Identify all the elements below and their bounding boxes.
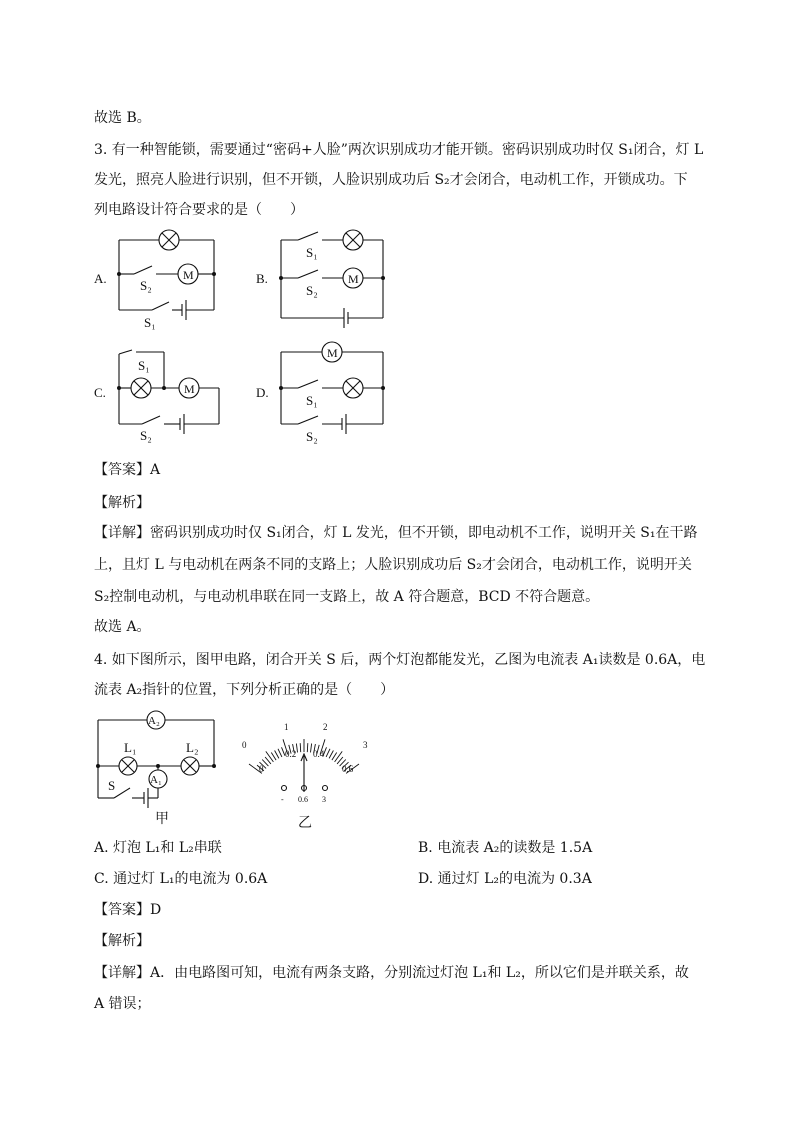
option-c: C. 通过灯 L₁的电流为 0.6A bbox=[94, 871, 268, 887]
terminal-label: 0.6 bbox=[298, 795, 308, 804]
dial-tick bbox=[311, 744, 312, 753]
ammeter-dial bbox=[232, 716, 377, 811]
circuit-diagram-b bbox=[256, 226, 396, 336]
motor-label: M bbox=[183, 268, 194, 282]
question-3-stem: 列电路设计符合要求的是（ ） bbox=[94, 202, 304, 218]
option-label: D. bbox=[256, 385, 269, 400]
scale-label: 2 bbox=[323, 722, 328, 732]
dial-tick bbox=[326, 749, 330, 757]
question-3-stem: 3. 有一种智能锁，需要通过“密码+人脸”两次识别成功才能开锁。密码识别成功时仅 S₁闭合，灯 L bbox=[94, 142, 704, 158]
motor-label: M bbox=[348, 272, 359, 286]
scale-label: 0.6 bbox=[342, 764, 354, 774]
option-b: B. 电流表 A₂的读数是 1.5A bbox=[418, 840, 593, 856]
explanation-line: A 错误； bbox=[94, 996, 151, 1012]
switch-label: S₂ bbox=[306, 429, 318, 444]
figure-caption-jia: 甲 bbox=[155, 811, 169, 827]
circuit-diagram-c bbox=[94, 340, 234, 450]
dial-tick bbox=[332, 753, 337, 761]
scale-label: 0.2 bbox=[285, 749, 297, 759]
ammeter-label: A₂ bbox=[148, 715, 160, 727]
switch-label: S₁ bbox=[138, 358, 150, 373]
switch-label: S bbox=[108, 778, 116, 793]
switch-label: S₂ bbox=[140, 278, 152, 293]
motor-label: M bbox=[184, 382, 195, 396]
switch-label: S₂ bbox=[140, 428, 152, 443]
analysis-heading: 【解析】 bbox=[94, 933, 150, 949]
dial-tick bbox=[278, 749, 282, 757]
explanation-line: 【详解】密码识别成功时仅 S₁闭合，灯 L 发光，但不开锁，即电动机不工作，说明开关 S₁在干路 bbox=[94, 525, 698, 541]
terminal-label: - bbox=[281, 795, 284, 804]
scale-label: 3 bbox=[363, 740, 368, 750]
dial-tick bbox=[329, 751, 333, 759]
explanation-line: 【详解】A．由电路图可知，电流有两条支路，分别流过灯泡 L₁和 L₂，所以它们是并联关系，故 bbox=[94, 965, 689, 981]
circuit-diagram-a bbox=[94, 226, 224, 336]
option-label: A. bbox=[94, 271, 107, 286]
scale-label: 0 bbox=[242, 740, 247, 750]
answer-line: 【答案】D bbox=[94, 902, 162, 918]
answer-line: 【答案】A bbox=[94, 462, 161, 478]
explanation-line: S₂控制电动机，与电动机串联在同一支路上，故 A 符合题意，BCD 不符合题意。 bbox=[94, 589, 600, 605]
dial-tick bbox=[275, 751, 279, 759]
scale-label: 0.4 bbox=[313, 749, 325, 759]
circuit-diagram-d bbox=[256, 340, 396, 450]
dial-tick bbox=[296, 744, 297, 753]
question-4-stem: 流表 A₂指针的位置，下列分析正确的是（ ） bbox=[94, 682, 395, 698]
dial-tick bbox=[307, 743, 308, 752]
option-label: B. bbox=[256, 271, 268, 286]
dial-tick bbox=[271, 753, 276, 761]
scale-label: 0 bbox=[259, 764, 264, 774]
dial-tick bbox=[266, 751, 274, 762]
switch-label: S₁ bbox=[144, 315, 156, 330]
analysis-heading: 【解析】 bbox=[94, 495, 150, 511]
dial-tick bbox=[300, 743, 301, 752]
text-line: 故选 A。 bbox=[94, 619, 151, 635]
text-line: 故选 B。 bbox=[94, 110, 151, 126]
terminal-label: 3 bbox=[322, 795, 326, 804]
motor-label: M bbox=[327, 346, 338, 360]
dial-tick bbox=[335, 751, 343, 762]
lamp-label: L₂ bbox=[186, 740, 199, 755]
switch-label: S₂ bbox=[306, 283, 318, 298]
explanation-line: 上，且灯 L 与电动机在两条不同的支路上；人脸识别成功后 S₂才会闭合，电动机工作，说明开关 bbox=[94, 557, 692, 573]
question-4-stem: 4. 如下图所示，图甲电路，闭合开关 S 后，两个灯泡都能发光，乙图为电流表 A₁读数是 0.6A，电 bbox=[94, 652, 706, 668]
switch-label: S₁ bbox=[306, 245, 318, 260]
option-a: A. 灯泡 L₁和 L₂串联 bbox=[94, 840, 222, 856]
ammeter-label: A₁ bbox=[150, 774, 162, 786]
scale-label: 1 bbox=[284, 722, 289, 732]
figure-caption-yi: 乙 bbox=[298, 815, 312, 831]
lamp-label: L₁ bbox=[124, 740, 137, 755]
question-3-stem: 发光，照亮人脸进行识别，但不开锁，人脸识别成功后 S₂才会闭合，电动机工作，开锁成功。下 bbox=[94, 172, 688, 188]
switch-label: S₁ bbox=[306, 393, 318, 408]
option-d: D. 通过灯 L₂的电流为 0.3A bbox=[418, 871, 592, 887]
option-label: C. bbox=[94, 385, 106, 400]
